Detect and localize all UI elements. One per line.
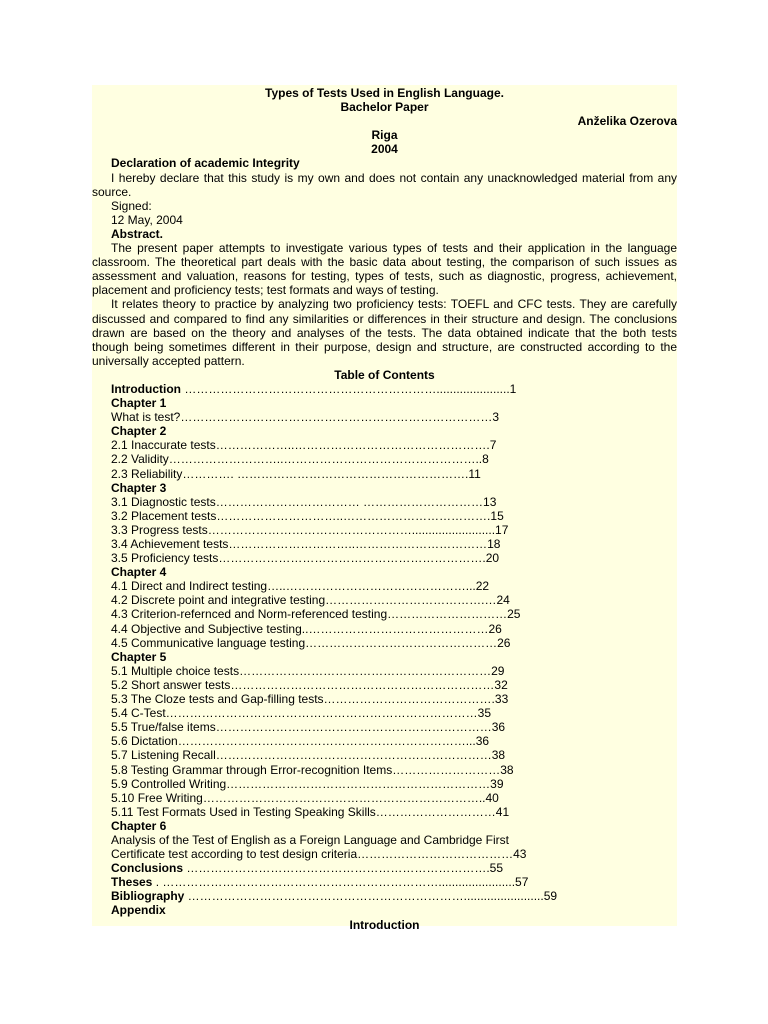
toc-leader-bibliography: ……………………………………………………………........................59: [184, 889, 558, 904]
toc-entry: 4.1 Direct and Indirect testing…..………………………………………...22: [111, 579, 490, 594]
toc-entry: What is test?……………………………………………………………………3: [111, 410, 500, 425]
toc-entry: 4.5 Communicative language testing…………………………………………26: [111, 635, 511, 650]
toc-entry: 5.9 Controlled Writing…………………………………………………………39: [111, 776, 504, 791]
toc-entry: 3.3 Progress tests…………………………………………….........................17: [111, 522, 509, 537]
toc-entry: 2.3 Reliability…………. ………………………………………………….11: [111, 466, 481, 481]
toc-entry: 5.6 Dictation………………………………………………………………...36: [111, 734, 490, 749]
declaration-text: I hereby declare that this study is my own and does not contain any unacknowledged material from any source.: [92, 170, 677, 199]
year: 2004: [371, 142, 398, 157]
toc-entry: 5.1 Multiple choice tests………………………………………………………29: [111, 663, 505, 678]
toc-entry: 5.11 Test Formats Used in Testing Speaking Skills…………………………41: [111, 804, 510, 819]
toc-leader-conclusions: ………………………………………………………………….55: [183, 861, 504, 876]
toc-entry: Analysis of the Test of English as a Foreign Language and Cambridge First: [111, 832, 510, 847]
toc-heading: Table of Contents: [334, 367, 435, 382]
toc-leader-theses: . …………………………………………………………….......................57: [152, 875, 529, 890]
toc-entry: 3.1 Diagnostic tests……………………………… …………………………13: [111, 494, 497, 509]
introduction-heading: Introduction: [349, 917, 420, 932]
table-of-contents: [92, 382, 677, 918]
toc-chapter-4: Chapter 4: [111, 565, 167, 580]
toc-entry: 4.4 Objective and Subjective testing..………………………………………26: [111, 621, 502, 636]
toc-entry: 2.1 Inaccurate tests………………..………………………………………….7: [111, 438, 497, 453]
paper-subtitle: Bachelor Paper: [340, 100, 429, 115]
toc-leader-introduction: ………………………………………………………......................1: [180, 381, 517, 396]
toc-entry: 3.2 Placement tests…………………………..……………………………….15: [111, 508, 504, 523]
toc-entry: 5.2 Short answer tests…………………………………………………………32: [111, 677, 508, 692]
toc-label-theses: Theses: [111, 875, 153, 890]
toc-entry-theses: [111, 875, 677, 889]
declaration-heading: Declaration of academic Integrity: [111, 156, 300, 171]
abstract-heading: Abstract.: [111, 226, 164, 241]
abstract-paragraph-1: The present paper attempts to investigate various types of tests and their application in the language classroom. The theoretical part deals with the basic data about testing, the comparison of such issues as assessment and valuation, reasons for testing, types of tests, such as diagnostic, progress, achievement, placement and proficiency tests; test formats and ways of testing.: [92, 241, 677, 298]
toc-entry: 5.3 The Cloze tests and Gap-filling tests…………………………………….33: [111, 692, 509, 707]
signed-label: Signed:: [111, 198, 152, 213]
toc-entry: 4.2 Discrete point and integrative testing………………………………….…24: [111, 593, 510, 608]
toc-entry-bibliography: [111, 889, 677, 903]
toc-entry: 5.5 True/false items……………………………………………………………36: [111, 720, 506, 735]
author-name: Anželika Ozerova: [577, 114, 677, 129]
toc-entry-conclusions: [111, 861, 677, 875]
toc-label-bibliography: Bibliography: [111, 889, 185, 904]
toc-entry: 5.8 Testing Grammar through Error-recognition Items………………………38: [111, 762, 514, 777]
toc-label-introduction: Introduction: [111, 381, 181, 396]
toc-chapter-6: Chapter 6: [111, 818, 167, 833]
toc-entry: 4.3 Criterion-refernced and Norm-referenced testing…………………………25: [111, 607, 521, 622]
toc-entry: 5.10 Free Writing……………………………………………………………..40: [111, 790, 499, 805]
toc-entry: 5.4 C-Test……………………………………………………………………35: [111, 706, 492, 721]
toc-chapter-1: Chapter 1: [111, 396, 167, 411]
toc-appendix: Appendix: [111, 903, 166, 918]
paper-title: Types of Tests Used in English Language.: [265, 86, 504, 100]
toc-entry: 3.4 Achievement tests…………………………..……………………………18: [111, 537, 501, 551]
toc-entry: 5.7 Listening Recall……………………………………………………………38: [111, 748, 506, 763]
abstract-paragraph-2: It relates theory to practice by analyzing two proficiency tests: TOEFL and CFC tests. They are carefully discussed and compared to find any similarities or differences in their structure and design. The conclusions drawn are based on the theory and analyses of the tests. The data obtained indicate that the both tests though being sometimes different in their purpose, design and structure, are constructed according to the universally accepted pattern.: [92, 297, 677, 368]
toc-chapter-3: Chapter 3: [111, 480, 167, 495]
document-page: [92, 85, 677, 932]
toc-chapter-2: Chapter 2: [111, 424, 167, 439]
signed-date: 12 May, 2004: [111, 212, 183, 227]
city: Riga: [371, 128, 398, 143]
toc-entry: 2.2 Validity………………………..…………………………………………..8: [111, 452, 489, 467]
toc-chapter-5: Chapter 5: [111, 649, 167, 664]
toc-label-conclusions: Conclusions: [111, 861, 184, 876]
toc-entry: 3.5 Proficiency tests………………………………………………………….20: [111, 551, 500, 566]
toc-entry-introduction: [111, 382, 677, 396]
toc-entry: Certificate test according to test design criteria…………………………………43: [111, 847, 527, 862]
